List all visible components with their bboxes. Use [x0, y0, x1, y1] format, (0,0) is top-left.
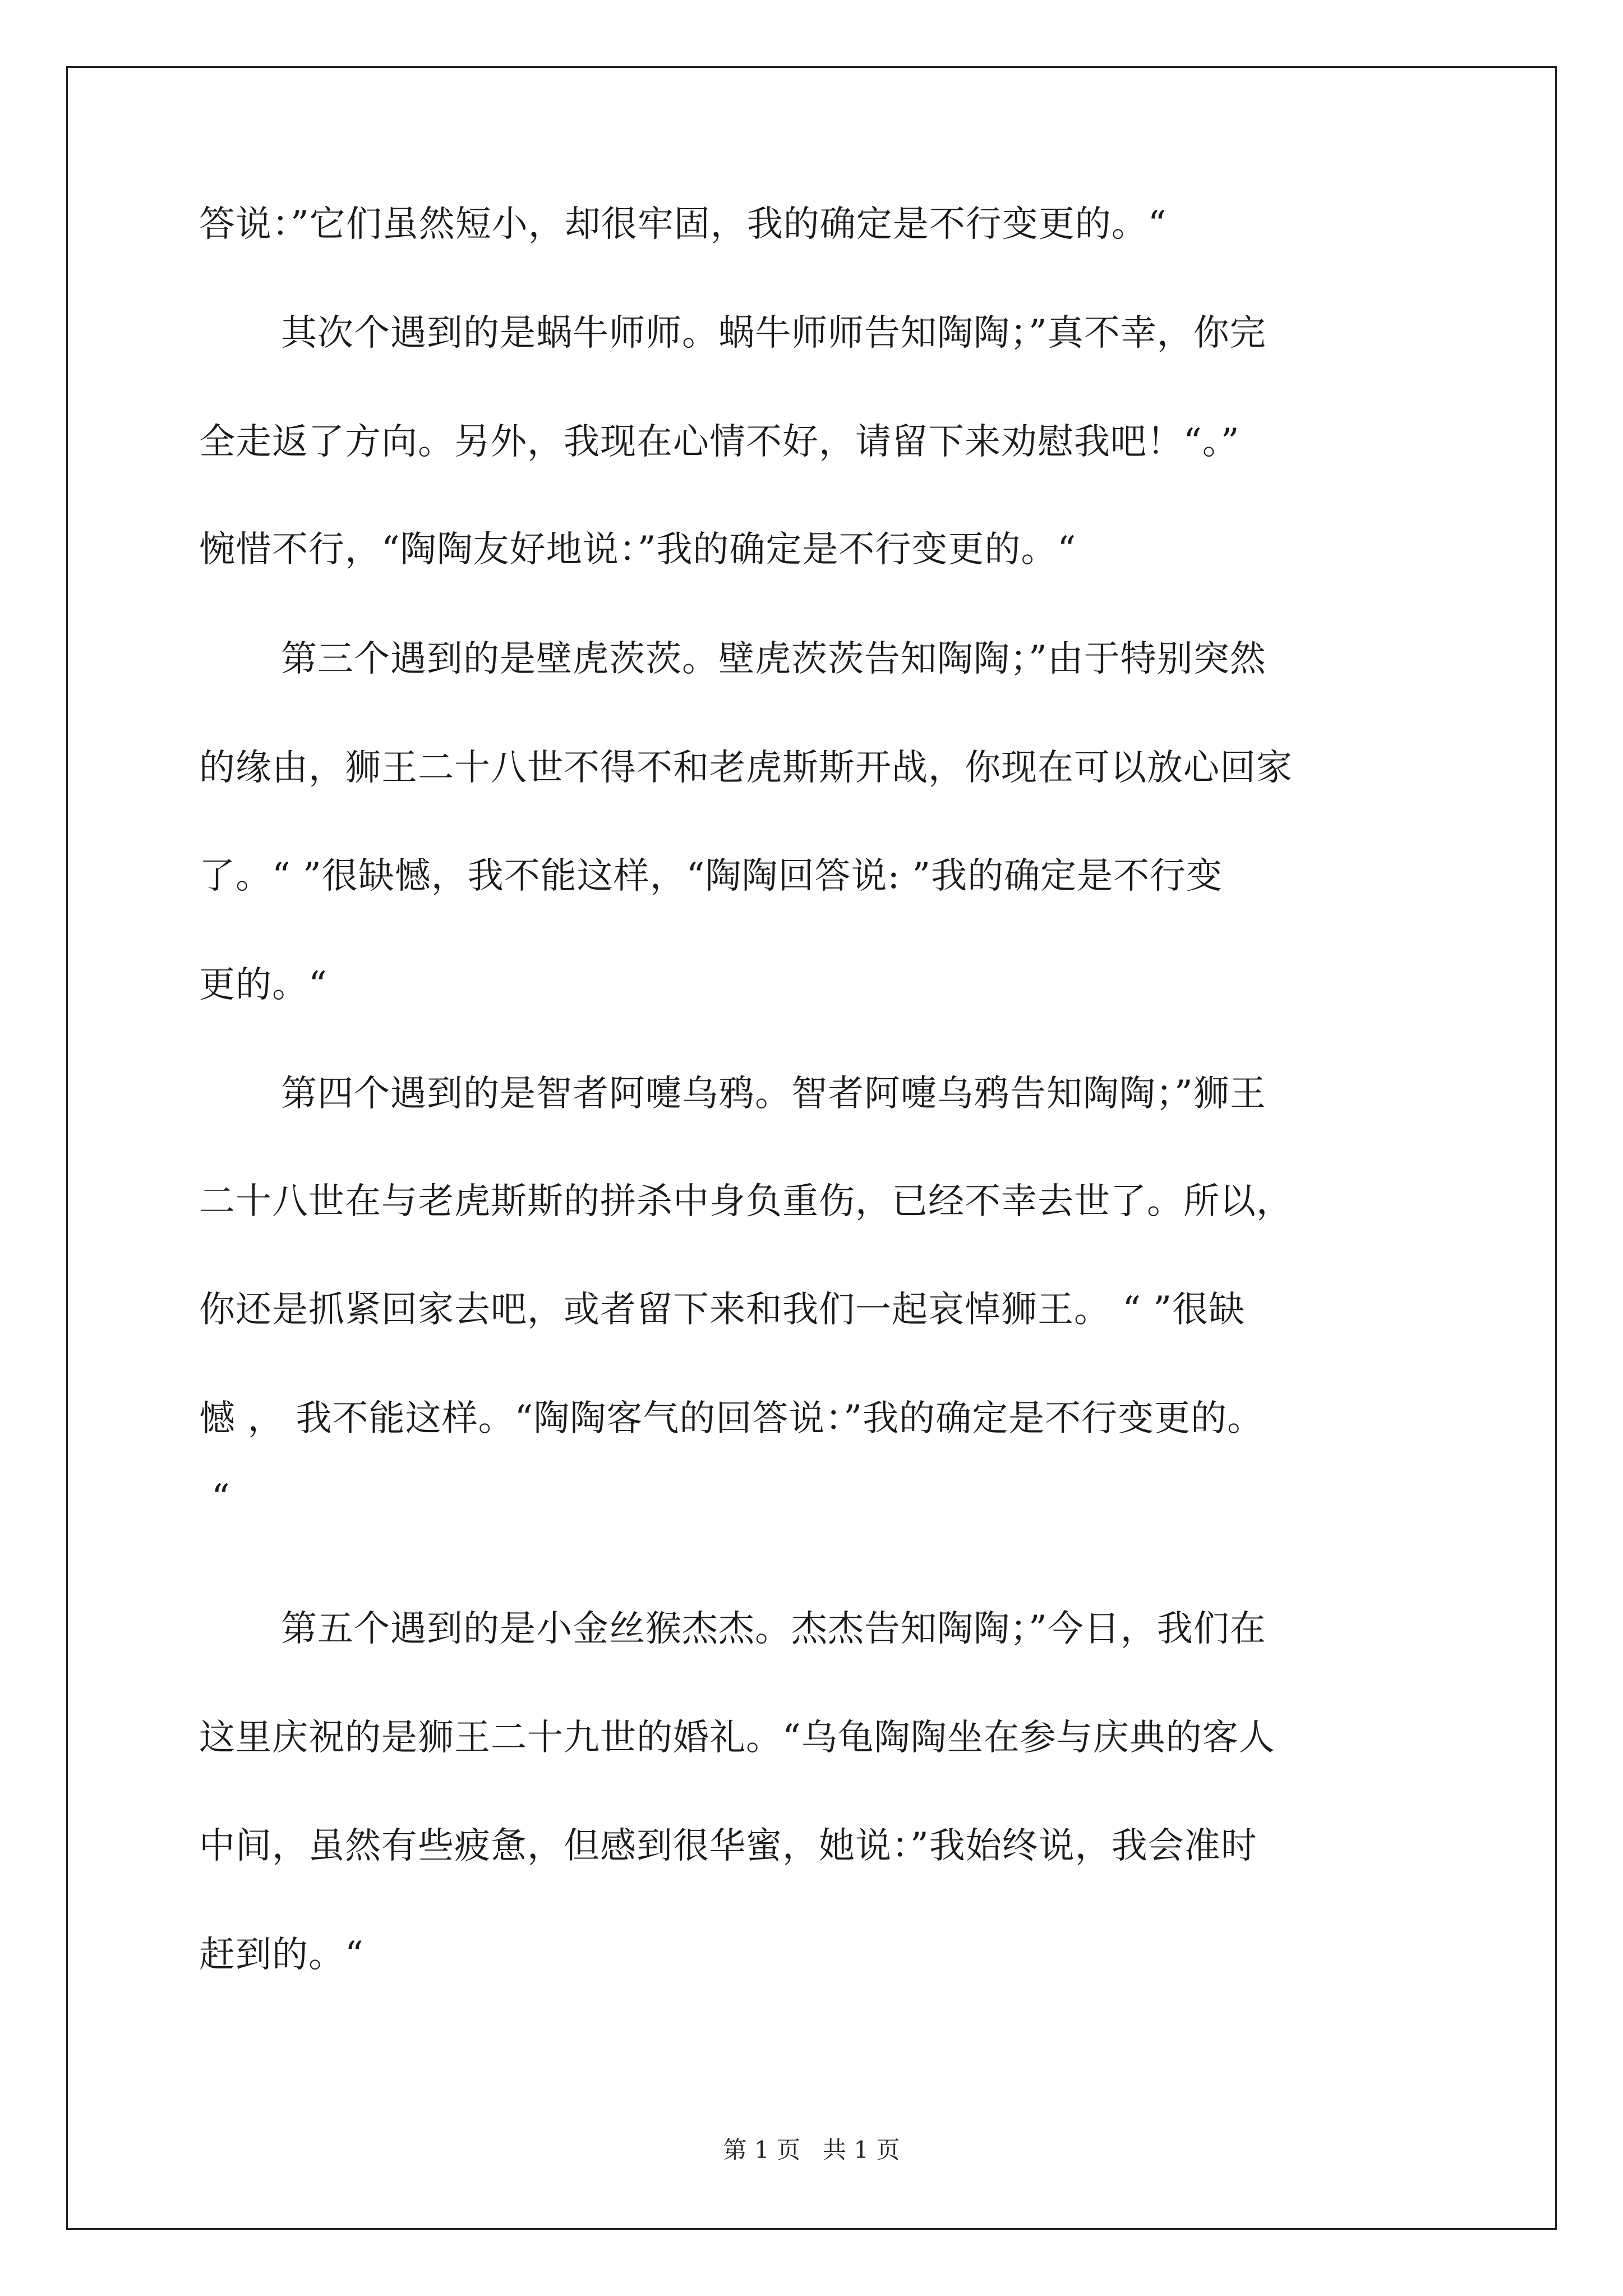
text-line: 惋惜不行，“陶陶友好地说：”我的确定是不行变更的。“ [199, 529, 1077, 570]
text-line: 中间，虽然有些疲惫，但感到很华蜜，她说：”我始终说，我会准时 [199, 1825, 1257, 1867]
text-line: 你还是抓紧回家去吧，或者留下来和我们一起哀悼狮王。 “ ”很缺 [199, 1289, 1246, 1331]
text-line: 二十八世在与老虎斯斯的拼杀中身负重伤，已经不幸去世了。所以， [199, 1181, 1293, 1222]
text-line: 全走返了方向。另外，我现在心情不好，请留下来劝慰我吧！“。” [199, 421, 1240, 463]
paragraph-start-line: 第五个遇到的是小金丝猴杰杰。杰杰告知陶陶；”今日，我们在 [281, 1608, 1266, 1650]
text-line: 的缘由，狮王二十八世不得不和老虎斯斯开战，你现在可以放心回家 [199, 747, 1293, 789]
page-border [66, 66, 1557, 2230]
text-line: 更的。“ [199, 964, 328, 1006]
text-line: 憾 ， 我不能这样。“陶陶客气的回答说：”我的确定是不行变更的。 [199, 1398, 1264, 1439]
text-line: 答说：”它们虽然短小，却很牢固，我的确定是不行变更的。“ [199, 204, 1167, 245]
text-line: 赶到的。“ [199, 1934, 364, 1976]
text-line: 这里庆祝的是狮王二十九世的婚礼。“乌龟陶陶坐在参与庆典的客人 [199, 1717, 1275, 1759]
paragraph-start-line: 第四个遇到的是智者阿嚏乌鸦。智者阿嚏乌鸦告知陶陶；”狮王 [281, 1073, 1266, 1115]
page-number-footer: 第 1 页 共 1 页 [723, 2136, 900, 2164]
text-line: 了。“ ”很缺憾，我不能这样，“陶陶回答说: ”我的确定是不行变 [199, 855, 1223, 897]
text-line: “ [211, 1477, 230, 1519]
paragraph-start-line: 第三个遇到的是壁虎茨茨。壁虎茨茨告知陶陶；”由于特别突然 [281, 638, 1266, 680]
paragraph-start-line: 其次个遇到的是蜗牛师师。蜗牛师师告知陶陶；”真不幸，你完 [281, 312, 1266, 354]
